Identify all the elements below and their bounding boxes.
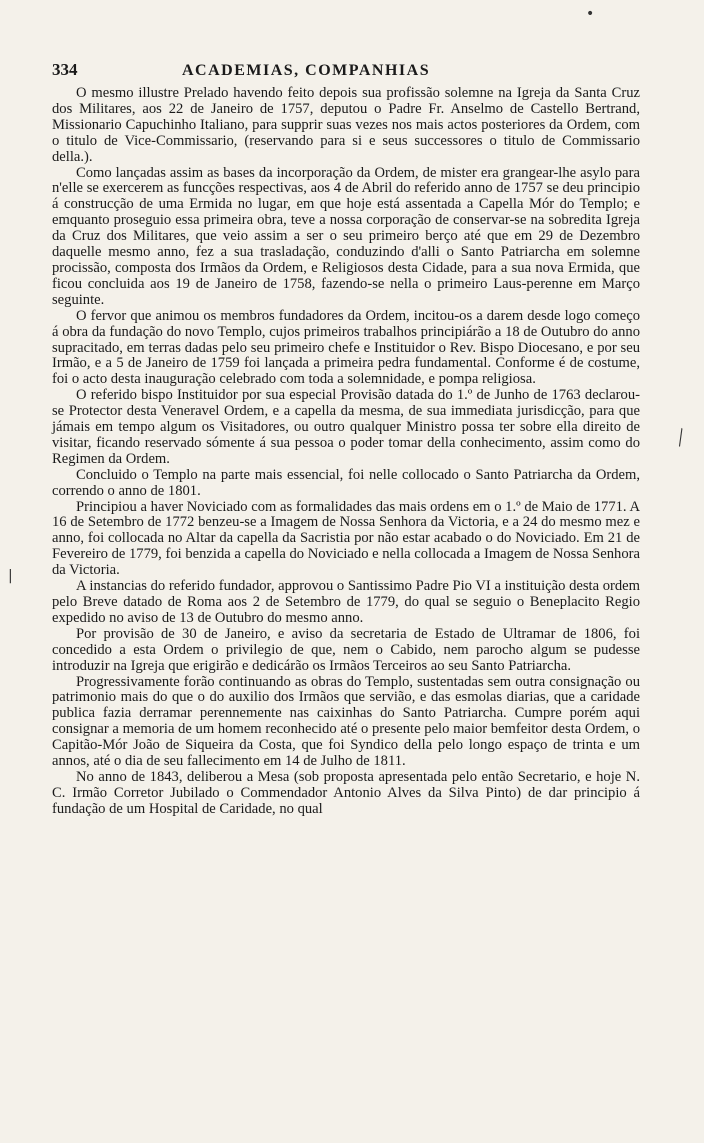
paragraph: Como lançadas assim as bases da incorporação da Ordem, de mister era grangear-lhe asylo para n'elle se exercerem as funcções respectivas, aos 4 de Abril do referido anno de 1757 se deu principio á construcção de uma Ermida no lugar, em que hoje está assentada a Capella Mór do Templo; e emquanto proseguio essa primeira obra, teve a nossa corporação de conservar-se na sobredita Igreja da Cruz dos Militares, que veio assim a ser o seu primeiro berço até que em 29 de Dezembro daquelle mesmo anno, fez a sua trasladação, conduzindo d'alli o Santo Patriarcha em solemne procissão, composta dos Irmãos da Ordem, e Religiosos desta Cidade, para a sua nova Ermida, que ficou concluida aos 19 de Janeiro de 1758, fazendo-se nella o primeiro Laus-perenne em Março seguinte. <box>52 164 640 308</box>
margin-line-mark: | <box>8 568 13 584</box>
book-page <box>52 60 640 818</box>
page-number: 334 <box>52 60 78 79</box>
paragraph: Progressivamente forão continuando as obras do Templo, sustentadas sem outra consignação ou patrimonio mais do que o do auxilio dos Irmãos que servião, e das esmolas diarias, que a caridade publica fazia derramar perennemente nas caixinhas do Santo Patriarcha. Cumpre porém aqui consignar a memoria de um homem reconhecido até o presente pelo maior bemfeitor desta Ordem, o Capitão-Mór João de Siqueira da Costa, que foi Syndico della pelo longo espaço de trinta e um annos, até o dia de seu fallecimento em 14 de Julho de 1811. <box>52 673 640 770</box>
paragraph: O mesmo illustre Prelado havendo feito depois sua profissão solemne na Igreja da Santa Cruz dos Militares, aos 22 de Janeiro de 1757, deputou o Padre Fr. Anselmo de Castello Bertrand, Missionario Capuchinho Italiano, para supprir suas vezes nos mais actos posteriores da Ordem, com o titulo de Vice-Commissario, (reservando para si e seus successores o titulo de Commissario della.). <box>52 85 640 165</box>
page-header <box>52 60 640 86</box>
paragraph: Principiou a haver Noviciado com as formalidades das mais ordens em o 1.º de Maio de 1771. A 16 de Setembro de 1772 benzeu-se a Imagem de Nossa Senhora da Victoria, e a 24 do mesmo mez e anno, foi collocada no Altar da capella da Sacristia por não estar acabado o do Noviciado. Em 21 de Fevereiro de 1779, foi benzida a capella do Noviciado e nella collocada a Imagem de Nossa Senhora da Victoria. <box>52 498 640 579</box>
paragraph: A instancias do referido fundador, approvou o Santissimo Padre Pio VI a instituição desta ordem pelo Breve datado de Roma aos 2 de Setembro de 1779, do qual se seguio o Beneplacito Regio expedido no aviso de 13 de Outubro do mesmo anno. <box>52 578 640 626</box>
paragraph: Concluido o Templo na parte mais essencial, foi nelle collocado o Santo Patriarcha da Ordem, correndo o anno de 1801. <box>52 466 640 499</box>
paragraph: Por provisão de 30 de Janeiro, e aviso da secretaria de Estado de Ultramar de 1806, foi concedido a esta Ordem o privilegio de que, nem o Cabido, nem parocho algum se pudesse introduzir na Igreja que erigirão e dedicárão os Irmãos Terceiros ao seu Santo Patriarcha. <box>52 625 640 674</box>
body-text <box>52 86 640 818</box>
margin-tick-mark: ╲ <box>672 429 689 447</box>
running-title: ACADEMIAS, COMPANHIAS <box>182 62 431 79</box>
margin-dot-mark: • <box>586 6 595 22</box>
paragraph: No anno de 1843, deliberou a Mesa (sob proposta apresentada pelo então Secretario, e hoje N. C. Irmão Corretor Jubilado o Commendador Antonio Alves da Silva Pinto) de dar principio á fundação de um Hospital de Caridade, no qual <box>52 768 640 817</box>
paragraph: O fervor que animou os membros fundadores da Ordem, incitou-os a darem desde logo começo á obra da fundação do novo Templo, cujos primeiros trabalhos principiárão a 18 de Outubro do anno supracitado, em terras dadas pelo seu primeiro chefe e Instituidor o Rev. Bispo Diocesano, e por seu Irmão, e a 5 de Janeiro de 1759 foi lançada a primeira pedra fundamental. Conforme é de costume, foi o acto desta inauguração celebrado com toda a solemnidade, e pompa religiosa. <box>52 307 640 388</box>
paragraph: O referido bispo Instituidor por sua especial Provisão datada do 1.º de Junho de 1763 declarou-se Protector desta Veneravel Ordem, e a capella da mesma, de sua immediata jurisdicção, para que jámais em tempo algum os Visitadores, ou outro qualquer Ministro possa ter sobre ella direito de visitar, ficando reservado sómente á sua pessoa o poder tomar della conhecimento, assim como do Regimen da Ordem. <box>52 387 640 467</box>
